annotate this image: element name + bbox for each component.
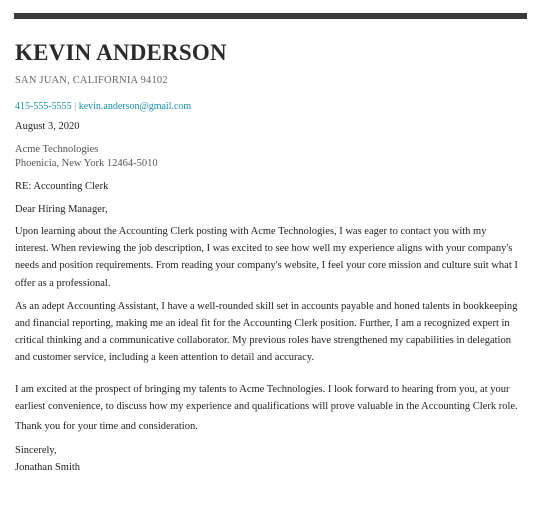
recipient-block — [15, 143, 520, 171]
signature-name: Jonathan Smith — [15, 462, 81, 474]
contact-line — [15, 100, 520, 114]
salutation: Dear Hiring Manager, — [15, 204, 108, 215]
subject-line: RE: Accounting Clerk — [15, 181, 109, 192]
recipient-location: Phoenicia, New York 12464-5010 — [15, 158, 158, 169]
body-paragraph-3: I am excited at the prospect of bringing my talents to Acme Technologies. I look forward to hearing from you, at your earliest convenience, to discuss how my experience and qualifications will prove valuable in the Accounting Clerk role. — [15, 383, 518, 412]
email-link[interactable]: kevin.anderson@gmail.com — [78, 101, 192, 112]
cover-letter — [15, 40, 520, 476]
closing: Sincerely, — [15, 445, 57, 457]
recipient-company: Acme Technologies — [15, 144, 99, 155]
body-paragraph-2: As an adept Accounting Assistant, I have a well-rounded skill set in accounts payable and honed talents in bookkeeping and financial reporting, making me an ideal fit for the Accounting Clerk position. Further, I am a recognized expert in critical thinking and a communicative collaborator. My previous roles have strengthened my capabilities in delegation and customer service, including a keen attention to detail and accuracy. — [15, 300, 518, 364]
contact-separator: | — [74, 101, 77, 112]
header-divider-bar — [14, 13, 527, 19]
body-paragraph-1: Upon learning about the Accounting Clerk posting with Acme Technologies, I was eager to contact you with my interest. When reviewing the job description, I was excited to see how well my experience aligns with your company's needs and position requirements. From reading your company's website, I feel your core mission and culture suit what I offer as a professional. — [15, 226, 518, 289]
thanks-line: Thank you for your time and consideration. — [15, 421, 198, 433]
phone-number: 415-555-5555 — [15, 101, 72, 112]
letter-date: August 3, 2020 — [15, 121, 80, 132]
applicant-address: SAN JUAN, CALIFORNIA 94102 — [15, 75, 168, 86]
signoff-block — [15, 442, 520, 476]
applicant-name: KEVIN ANDERSON — [15, 40, 227, 65]
